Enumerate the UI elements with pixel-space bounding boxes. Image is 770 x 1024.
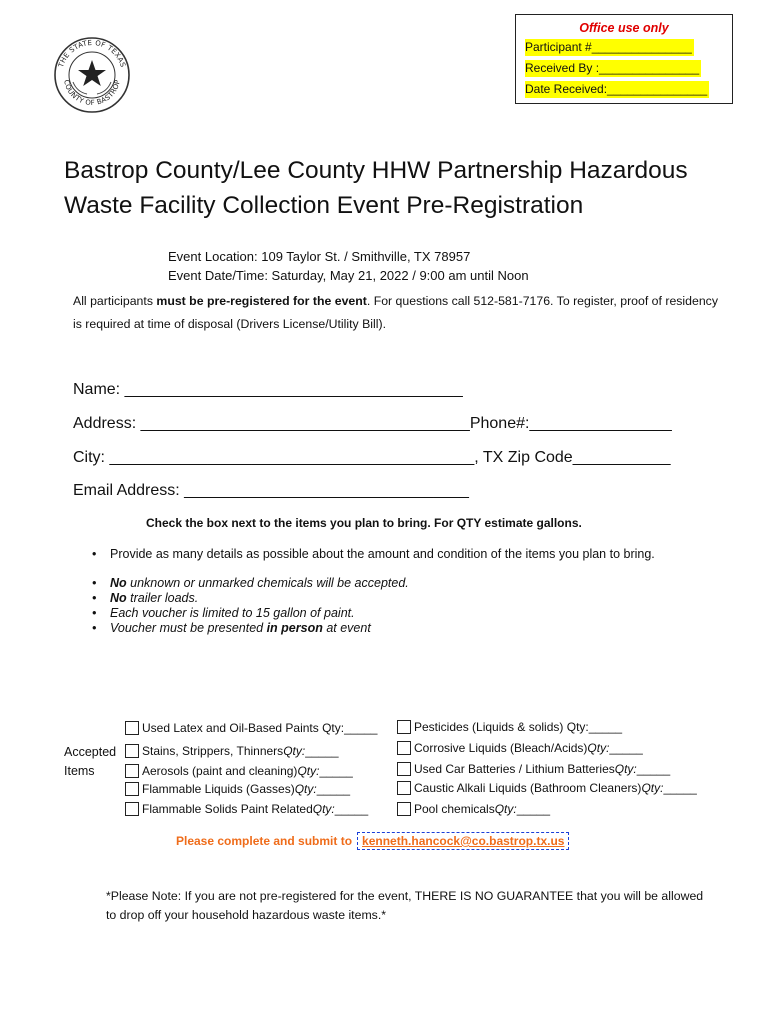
item-label: Caustic Alkali Liquids (Bathroom Cleaners) [414,781,642,795]
checkbox[interactable] [397,741,411,755]
item-label: Stains, Strippers, Thinners [142,744,284,758]
submit-email-link[interactable]: kenneth.hancock@co.bastrop.tx.us [357,832,569,850]
item-flammable-solids[interactable] [125,802,368,816]
note-line-2: to drop off your household hazardous waste items.* [106,908,387,922]
item-qty[interactable]: _____ [516,802,551,816]
checkbox[interactable] [125,782,139,796]
item-qty[interactable]: _____ [344,721,378,735]
bullet-text: Provide as many details as possible about the amount and condition of the items you plan to bring. [110,547,655,561]
address-phone-field[interactable]: Address: _____________________________________Phone#:________________ [73,415,672,432]
rule-bold: in person [266,621,323,635]
rule-text: trailer loads. [126,591,199,605]
checkbox[interactable] [397,781,411,795]
item-label: Used Car Batteries / Lithium Batteries [414,762,615,776]
item-corrosive-liquids[interactable] [397,741,643,755]
bullet-icon: • [92,621,97,635]
item-qty-label: Qty: [641,781,664,795]
item-qty[interactable]: _____ [636,762,671,776]
svg-text:THE STATE OF TEXAS: THE STATE OF TEXAS [57,38,127,69]
intro-bold: must be pre-registered for the event [156,294,367,308]
item-qty-label: Qty: [297,764,320,778]
checkbox[interactable] [125,744,139,758]
submit-label: Please complete and submit to [176,834,353,848]
pre-registration-note [106,887,726,925]
item-label: Corrosive Liquids (Bleach/Acids) [414,741,588,755]
checkbox[interactable] [125,721,139,735]
submit-instruction [176,832,569,850]
rule-text: Each voucher is limited to 15 gallon of paint. [110,606,355,620]
item-label: Used Latex and Oil-Based Paints Qty: [142,721,345,735]
item-qty[interactable]: _____ [305,744,339,758]
intro-text-1: All participants [73,294,157,308]
document-title [64,153,744,223]
item-qty-label: Qty: [614,762,637,776]
office-use-title: Office use only [579,21,669,35]
details-bullet-list [92,547,655,562]
rules-bullet-list [92,576,409,636]
item-pool-chemicals[interactable] [397,802,550,816]
item-caustic-alkali[interactable] [397,781,697,795]
list-item [92,621,409,636]
county-seal-logo [53,36,131,114]
checkbox[interactable] [125,802,139,816]
event-location: Event Location: 109 Taylor St. / Smithville, TX 78957 [168,249,471,264]
item-qty-label: Qty: [294,782,317,796]
rule-text-before: Voucher must be presented [110,621,267,635]
item-stains-strippers[interactable] [125,744,339,758]
item-label: Aerosols (paint and cleaning) [142,764,298,778]
title-line-2: Waste Facility Collection Event Pre-Registration [64,192,584,219]
checkbox[interactable] [397,720,411,734]
received-by-field: Received By :_______________ [525,61,700,75]
item-car-batteries[interactable] [397,762,670,776]
list-item [92,591,409,606]
note-line-1: *Please Note: If you are not pre-registered for the event, THERE IS NO GUARANTEE that you will be allowed [106,889,704,903]
item-label: Pesticides (Liquids & solids) Qty: [414,720,589,734]
checkbox[interactable] [397,802,411,816]
item-aerosols[interactable] [125,764,353,778]
item-qty-label: Qty: [494,802,517,816]
items-label: Items [64,764,95,778]
bullet-icon: • [92,606,97,620]
list-item [92,547,655,562]
item-pesticides[interactable] [397,720,622,734]
item-qty-label: Qty: [283,744,306,758]
accepted-label: Accepted [64,745,117,759]
item-latex-paint[interactable] [125,721,377,735]
bullet-icon: • [92,547,97,561]
item-qty-label: Qty: [587,741,610,755]
checkbox[interactable] [125,764,139,778]
items-instruction: Check the box next to the items you plan to bring. For QTY estimate gallons. [146,516,582,530]
title-line-1: Bastrop County/Lee County HHW Partnership Hazardous [64,157,688,184]
item-qty[interactable]: _____ [316,782,351,796]
item-qty[interactable]: _____ [588,720,623,734]
item-qty-label: Qty: [312,802,335,816]
item-label: Flammable Solids Paint Related [142,802,313,816]
intro-text-2: . For questions call 512-581-7176. To register, proof of residency is required at time of disposal (Drivers License/Utility Bill). [73,294,718,331]
checkbox[interactable] [397,762,411,776]
date-received-field: Date Received:_______________ [525,82,708,96]
list-item [92,576,409,591]
item-qty[interactable]: _____ [609,741,643,755]
item-qty[interactable]: _____ [663,781,697,795]
name-field[interactable]: Name: ______________________________________ [73,381,463,398]
item-label: Pool chemicals [414,802,495,816]
rule-bold: No [110,576,127,590]
item-label: Flammable Liquids (Gasses) [142,782,295,796]
item-qty[interactable]: _____ [319,764,353,778]
item-qty[interactable]: _____ [334,802,369,816]
rule-bold: No [110,591,127,605]
intro-paragraph [73,290,723,336]
svg-text:COUNTY OF BASTROP: COUNTY OF BASTROP [62,78,122,108]
rule-text: unknown or unmarked chemicals will be accepted. [126,576,409,590]
item-flammable-liquids[interactable] [125,782,350,796]
office-use-box [515,14,733,104]
city-zip-field[interactable]: City: _________________________________________, TX Zip Code___________ [73,449,671,466]
email-field[interactable]: Email Address: ________________________________ [73,482,469,499]
event-datetime: Event Date/Time: Saturday, May 21, 2022 / 9:00 am until Noon [168,268,529,283]
rule-text: at event [322,621,371,635]
participant-number-field: Participant #_______________ [525,40,692,54]
list-item [92,606,409,621]
bullet-icon: • [92,591,97,605]
bullet-icon: • [92,576,97,590]
